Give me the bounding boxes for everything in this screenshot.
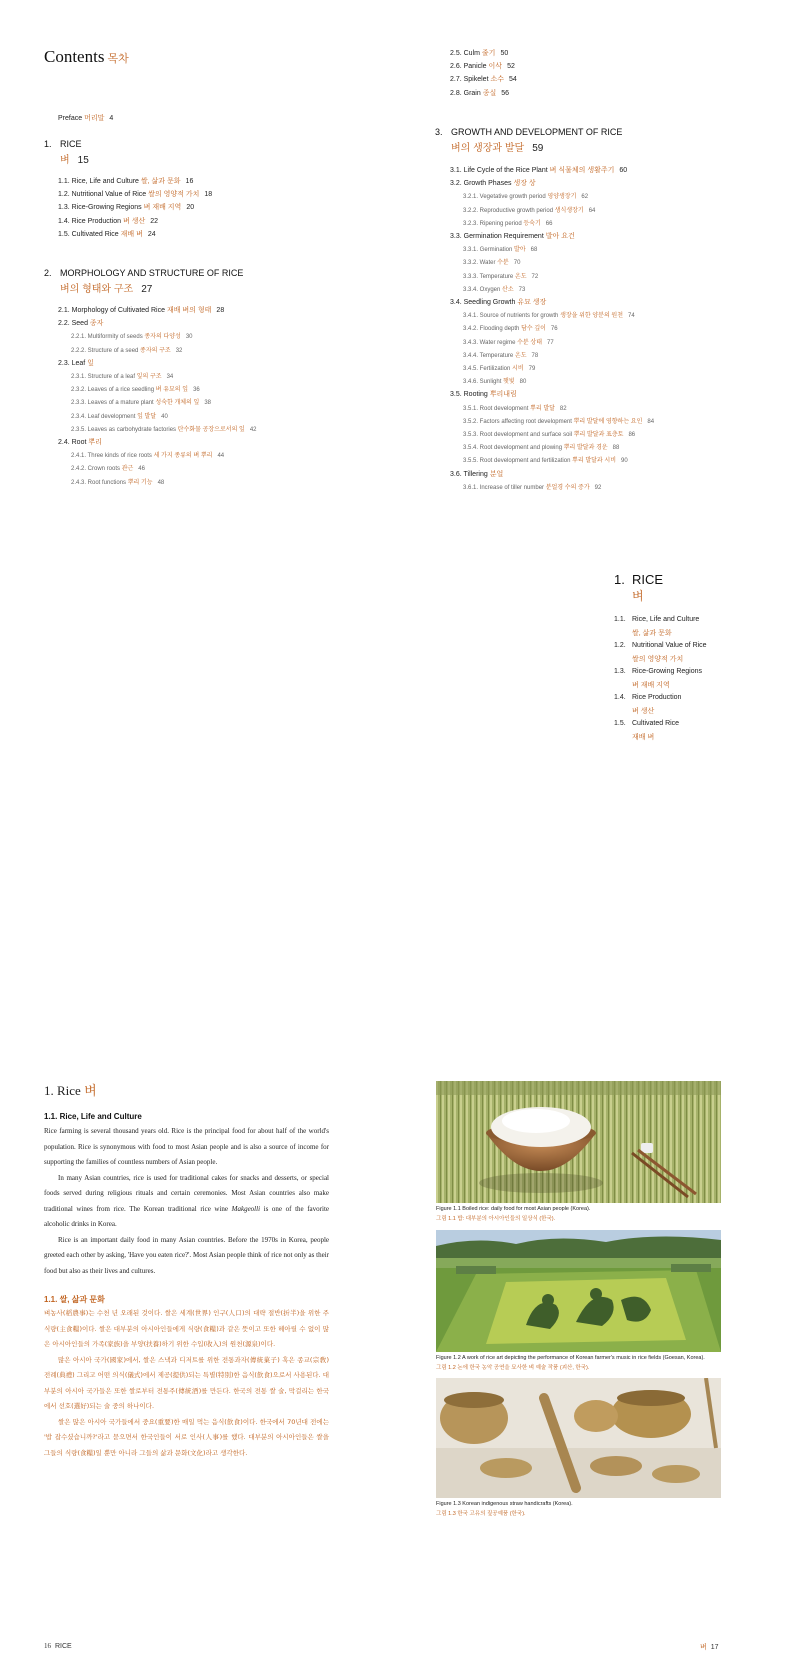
- opener-title: 1. RICE: [614, 572, 664, 587]
- page-heading: 1. Rice 벼: [44, 1083, 97, 1098]
- opener-item[interactable]: 1.2. Nutritional Value of Rice: [614, 642, 707, 649]
- paragraph: Rice is an important daily food in many Asian countries. Before the 1970s in Korea, people greeted each other by asking, 'Have you eaten rice?'. Most Asian people think of rice not only as their food but also as their lives and cultures.: [44, 1235, 329, 1275]
- section-heading: 1.1. Rice, Life and Culture: [44, 1112, 142, 1121]
- toc-item[interactable]: 3.1. Life Cycle of the Rice Plant 벼 식물체의 생활주기 60: [450, 167, 628, 174]
- toc-item[interactable]: 2.2.1. Multiformity of seeds 종자의 다양성 30: [71, 334, 193, 341]
- toc-item[interactable]: 2.3.4. Leaf development 잎 발달 40: [71, 413, 168, 420]
- toc-item[interactable]: 3.5.3. Root development and surface soil 뿌리 발달과 표층토 86: [463, 432, 636, 438]
- folio-right: 벼 17: [700, 1644, 719, 1651]
- opener-item[interactable]: 1.4. Rice Production: [614, 694, 682, 701]
- toc-item[interactable]: 3.4.5. Fertilization 시비 79: [463, 366, 536, 372]
- toc-item[interactable]: 3.5.4. Root development and plowing 뿌리 발달과 경운 88: [463, 445, 620, 452]
- toc-item[interactable]: 2.4.3. Root functions 뿌리 기능 48: [71, 479, 165, 486]
- toc-item[interactable]: 1.5. Cultivated Rice 재배 벼 24: [58, 230, 156, 238]
- toc-item[interactable]: 2.4.2. Crown roots 관근 46: [71, 466, 145, 473]
- contents-title: Contents 목차: [44, 47, 129, 66]
- toc-item[interactable]: 2.2.2. Structure of a seed 종자의 구조 32: [71, 347, 183, 354]
- toc-item[interactable]: 1.2. Nutritional Value of Rice 쌀의 영양적 가치 18: [58, 191, 213, 199]
- toc-item[interactable]: 3.6. Tillering 분얼: [450, 470, 504, 478]
- body-text-en: [44, 1124, 329, 1279]
- toc-item[interactable]: 3.4.1. Source of nutrients for growth 생장을 위한 양분의 원천 74: [463, 313, 635, 320]
- toc-chapter-1-ko: 벼 15: [60, 155, 89, 166]
- opener-item[interactable]: 1.5. Cultivated Rice: [614, 720, 680, 727]
- toc-item[interactable]: 3.6.1. Increase of tiller number 분얼경 수의 증가 92: [463, 484, 602, 491]
- folio-left: 16 RICE: [44, 1642, 72, 1650]
- toc-item[interactable]: 3.3.2. Water 수분 70: [463, 260, 521, 267]
- toc-preface[interactable]: Preface 머리말 4: [58, 115, 114, 122]
- toc-item[interactable]: 3.4.6. Sunlight 햇빛 80: [463, 379, 527, 386]
- toc-item[interactable]: 3.5. Rooting 뿌리내림: [450, 391, 517, 399]
- toc-item[interactable]: 2.6. Panicle 이삭 52: [450, 63, 515, 71]
- toc-item[interactable]: 2.3.2. Leaves of a rice seedling 벼 유묘의 잎 36: [71, 387, 200, 394]
- opener-item-ko: 쌀의 영양적 가치: [632, 656, 684, 663]
- toc-chapter-3-ko: 벼의 생장과 발달 59: [451, 143, 544, 154]
- toc-chapter-3[interactable]: 3. GROWTH AND DEVELOPMENT OF RICE: [435, 127, 623, 137]
- toc-item[interactable]: 3.2.1. Vegetative growth period 영양생장기 62: [463, 194, 589, 201]
- toc-chapter-2[interactable]: 2. MORPHOLOGY AND STRUCTURE OF RICE: [44, 268, 244, 278]
- opener-item-ko: 벼 생산: [632, 708, 655, 715]
- toc-item[interactable]: 3.2.3. Ripening period 등숙기 66: [463, 220, 553, 227]
- toc-item[interactable]: 3.5.1. Root development 뿌리 발달 82: [463, 405, 567, 412]
- figure-straw-crafts: [436, 1378, 721, 1498]
- paragraph-ko: 많은 아시아 국가(國家)에서, 쌀은 스낵과 디저트를 위한 전통과자(傳統菓子) 혹은 종교(宗敎) 전례(典禮) 그리고 어떤 의식(儀式)에서 제공(提供)되는 특별(特別)한 음식(飮食)으로서 사용된다. 대부분의 아시아 국가들은 또한 쌀로부터 전통주(傳統酒)를 만든다. 한국의 전통 쌀 술, 막걸리는 한국에서 선호(選好)되는 술 중의 하나이다.: [44, 1355, 329, 1410]
- paragraph-ko: 쌀은 많은 아시아 국가들에서 중요(重要)한 매일 먹는 음식(飮食)이다. 한국에서 70년대 전에는 '밥 잡수셨습니까?'라고 묻으면서 한국인들이 서로 인사(人事)를 했다. 대부분의 아시아인들은 쌀을 그들의 식량(食糧)일 뿐만 아니라 그들의 삶과 문화(文化)라고 생각한다.: [44, 1417, 329, 1457]
- toc-item[interactable]: 2.2. Seed 종자: [58, 320, 104, 328]
- opener-item-ko: 쌀, 삶과 문화: [632, 630, 672, 637]
- figure-caption-en: Figure 1.2 A work of rice art depicting the performance of Korean farmer's music in rice fields (Goesan, Korea).: [436, 1355, 705, 1361]
- toc-item[interactable]: 2.8. Grain 종실 56: [450, 89, 510, 97]
- figure-rice-bowl: [436, 1081, 721, 1203]
- toc-item[interactable]: 1.1. Rice, Life and Culture 쌀, 삶과 문화 16: [58, 178, 194, 185]
- opener-item[interactable]: 1.3. Rice-Growing Regions: [614, 668, 703, 675]
- section-heading-ko: 1.1. 쌀, 삶과 문화: [44, 1295, 105, 1304]
- toc-chapter-2-ko: 벼의 형태와 구조 27: [60, 284, 153, 295]
- toc-item[interactable]: 3.4.2. Flooding depth 담수 깊이 76: [463, 326, 558, 333]
- figure-caption-en: Figure 1.1 Boiled rice: daily food for most Asian people (Korea).: [436, 1206, 591, 1212]
- figure-caption-ko: 그림 1.3 한국 고유의 짚공예품 (한국).: [436, 1511, 526, 1517]
- toc-item[interactable]: 3.4.3. Water regime 수분 상태 77: [463, 339, 554, 346]
- toc-item[interactable]: 3.5.5. Root development and fertilization 뿌리 발달과 시비 90: [463, 458, 628, 465]
- figure-caption-ko: 그림 1.1 밥: 대부분의 아시아인들의 일상식 (한국).: [436, 1216, 556, 1222]
- toc-item[interactable]: 3.3. Germination Requirement 발아 요건: [450, 233, 575, 240]
- figure-caption-en: Figure 1.3 Korean indigenous straw handicrafts (Korea).: [436, 1501, 573, 1507]
- toc-item[interactable]: 2.3. Leaf 잎: [58, 359, 94, 367]
- paragraph: In many Asian countries, rice is used for traditional cakes for snacks and desserts, or special foods served during religious rituals and certain ceremonies. Most Asian countries also make traditional wines from rice. The Korean traditional rice wine Makgeolli is one of the favorite alcoholic drinks in Korea.: [44, 1173, 329, 1228]
- figure-caption-ko: 그림 1.2 논에 한국 농악 공연을 묘사한 벼 예술 작품 (괴산, 한국).: [436, 1365, 590, 1371]
- toc-item[interactable]: 3.2.2. Reproductive growth period 생식생장기 64: [463, 207, 596, 214]
- opener-item[interactable]: 1.1. Rice, Life and Culture: [614, 616, 700, 623]
- toc-chapter-1[interactable]: 1. RICE: [44, 139, 82, 149]
- toc-item[interactable]: 3.4. Seedling Growth 유묘 생장: [450, 299, 547, 306]
- opener-item-ko: 벼 재배 지역: [632, 682, 670, 689]
- paragraph-ko: 벼농사(稻農事)는 수천 년 오래된 것이다. 쌀은 세계(世界) 인구(人口)의 대략 절반(折半)을 위한 주식량(主食糧)이다. 쌀은 대부분의 아시아인들에게 식량(食糧)과 같은 뜻이고 또한 헤아릴 수 없이 많은 아시아인들의 가족(家族)을 부양(扶養)하기 위한 수입(收入)의 원천(源泉)이다.: [44, 1309, 329, 1348]
- toc-item[interactable]: 2.7. Spikelet 소수 54: [450, 76, 517, 84]
- toc-item[interactable]: 2.3.5. Leaves as carbohydrate factories 탄수화물 공장으로서의 잎 42: [71, 426, 257, 433]
- figure-rice-art: [436, 1230, 721, 1352]
- toc-item[interactable]: 2.4.1. Three kinds of rice roots 세 가지 종류의 벼 뿌리 44: [71, 453, 225, 460]
- toc-item[interactable]: 2.5. Culm 줄기 50: [450, 50, 509, 57]
- toc-item[interactable]: 1.4. Rice Production 벼 생산 22: [58, 217, 159, 225]
- toc-item[interactable]: 2.3.1. Structure of a leaf 잎의 구조 34: [71, 374, 174, 380]
- paragraph: Rice farming is several thousand years old. Rice is the principal food for about half of the world's population. Rice is synonymous with food to most Asian people and is also a source of income for supporting the families of countless numbers of Asian people.: [44, 1127, 329, 1166]
- toc-item[interactable]: 2.3.3. Leaves of a mature plant 성숙한 개체의 잎 38: [71, 400, 211, 407]
- opener-title-ko: 벼: [632, 589, 644, 603]
- toc-item[interactable]: 3.5.2. Factors affecting root development 뿌리 발달에 영향하는 요인 84: [463, 418, 655, 425]
- toc-item[interactable]: 3.2. Growth Phases 생장 상: [450, 180, 536, 188]
- toc-item[interactable]: 1.3. Rice-Growing Regions 벼 재배 지역 20: [58, 204, 195, 212]
- toc-item[interactable]: 2.1. Morphology of Cultivated Rice 재배 벼의 형태 28: [58, 307, 225, 314]
- toc-item[interactable]: 3.4.4. Temperature 온도 78: [463, 352, 539, 359]
- toc-item[interactable]: 3.3.3. Temperature 온도 72: [463, 273, 539, 280]
- body-text-ko: [44, 1306, 329, 1461]
- toc-item[interactable]: 2.4. Root 뿌리: [58, 439, 102, 446]
- toc-item[interactable]: 3.3.1. Germination 발아 68: [463, 247, 538, 254]
- opener-item-ko: 재배 벼: [632, 734, 655, 741]
- toc-item[interactable]: 3.3.4. Oxygen 산소 73: [463, 286, 526, 293]
